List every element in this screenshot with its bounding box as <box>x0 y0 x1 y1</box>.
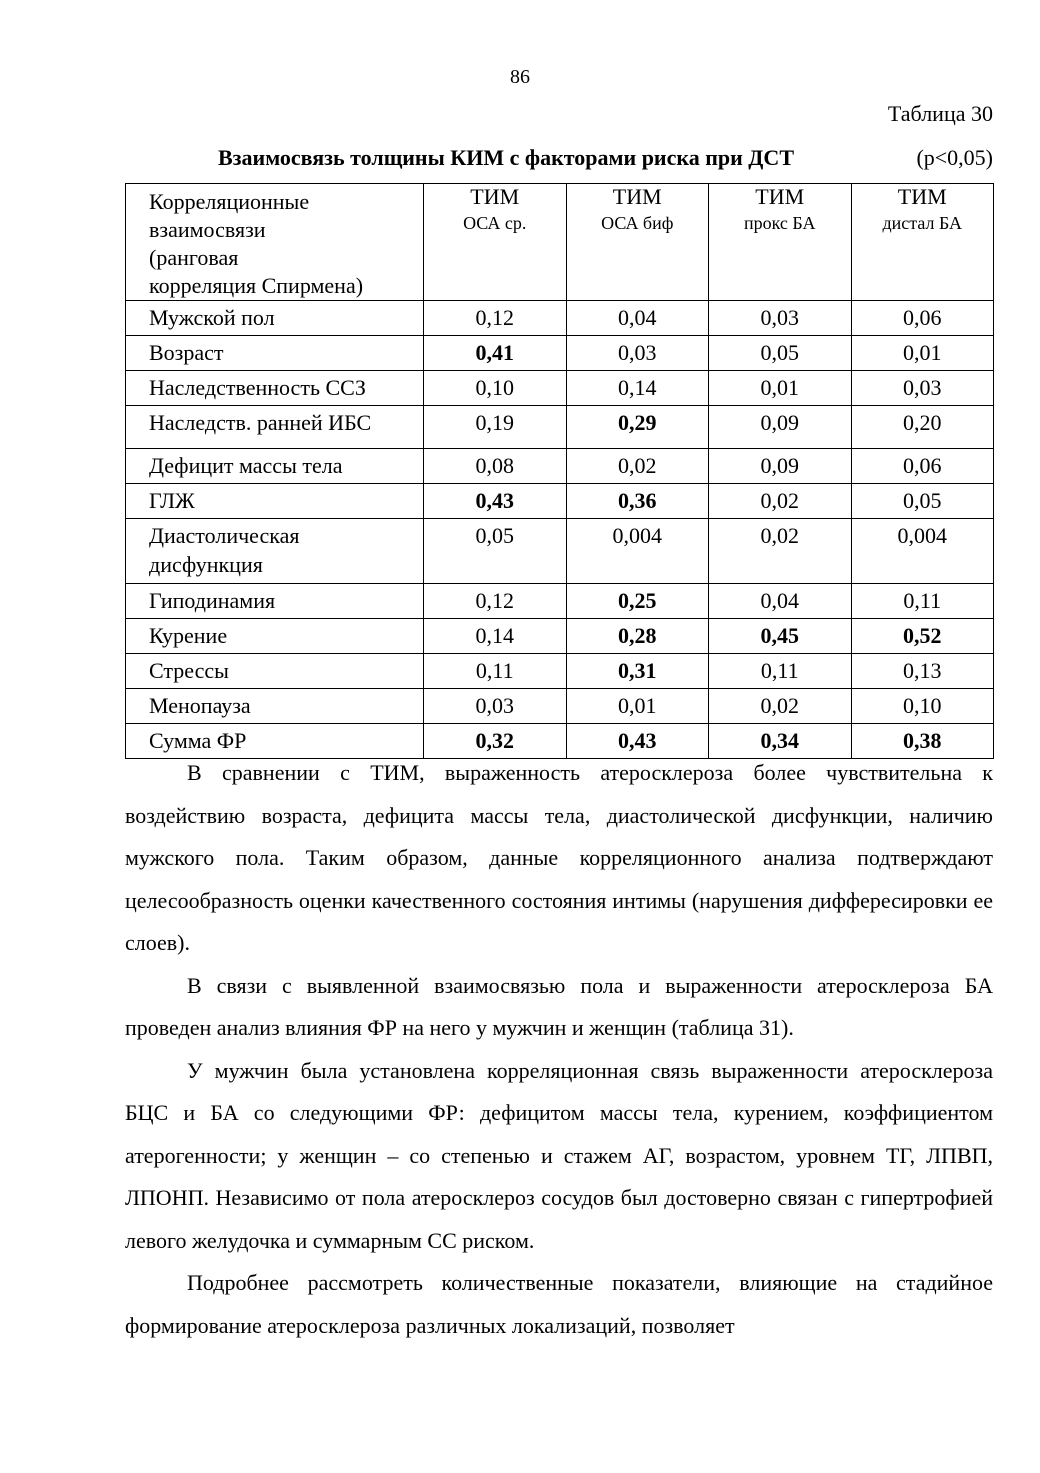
table-cell: 0,12 <box>424 301 567 336</box>
row-label: Возраст <box>126 336 424 371</box>
table-cell: 0,01 <box>566 689 709 724</box>
table-cell: 0,19 <box>424 406 567 449</box>
table-cell: 0,13 <box>851 654 994 689</box>
table-cell: 0,05 <box>709 336 852 371</box>
row-label-line: Диастолическая <box>149 523 300 548</box>
header-label-line <box>149 216 423 272</box>
table-cell: 0,02 <box>566 449 709 484</box>
table-row <box>126 336 994 371</box>
table-cell: 0,28 <box>566 619 709 654</box>
table-cell: 0,004 <box>566 519 709 584</box>
table-cell: 0,02 <box>709 519 852 584</box>
correlation-table <box>125 183 994 759</box>
table-cell: 0,05 <box>424 519 567 584</box>
table-cell: 0,08 <box>424 449 567 484</box>
table-cell: 0,20 <box>851 406 994 449</box>
column-header-top: ТИМ <box>470 184 520 209</box>
table-cell: 0,32 <box>424 724 567 759</box>
table-cell: 0,10 <box>424 371 567 406</box>
table-cell: 0,02 <box>709 689 852 724</box>
row-label: Наследств. ранней ИБС <box>126 406 424 449</box>
table-row <box>126 654 994 689</box>
table-cell: 0,14 <box>566 371 709 406</box>
table-cell: 0,01 <box>851 336 994 371</box>
table-cell: 0,06 <box>851 449 994 484</box>
column-header <box>566 184 709 301</box>
column-header-bottom: ОСА биф <box>601 213 674 233</box>
row-label: Менопауза <box>126 689 424 724</box>
header-label-cell <box>126 184 424 301</box>
header-label-line: Корреляционные <box>149 189 310 214</box>
column-header <box>424 184 567 301</box>
paragraph: У мужчин была установлена корреляционная связь выраженности атеросклероза БЦС и БА со следующими ФР: дефицитом массы тела, курением, коэффициентом атерогенности; у женщин – со степенью и стажем АГ, возрастом, уровнем ТГ, ЛПВП, ЛПОНП. Независимо от пола атеросклероз сосудов был достоверно связан с гипертрофией левого желудочка и суммарным СС риском. <box>125 1057 993 1253</box>
page-number: 86 <box>510 66 530 88</box>
header-label-line: корреляция Спирмена) <box>149 273 364 298</box>
paragraph: В связи с выявленной взаимосвязью пола и выраженности атеросклероза БА проведен анализ влияния ФР на него у мужчин и женщин (таблица 31). <box>125 972 993 1040</box>
column-header <box>851 184 994 301</box>
header-label-word: взаимосвязи <box>149 217 266 242</box>
table-cell: 0,05 <box>851 484 994 519</box>
table-row <box>126 484 994 519</box>
table-cell: 0,14 <box>424 619 567 654</box>
table-cell: 0,12 <box>424 584 567 619</box>
row-label: Стрессы <box>126 654 424 689</box>
table-cell: 0,10 <box>851 689 994 724</box>
table-cell: 0,36 <box>566 484 709 519</box>
table-cell: 0,02 <box>709 484 852 519</box>
row-label: Дефицит массы тела <box>126 449 424 484</box>
column-header-bottom: дистал БА <box>882 213 963 233</box>
table-cell: 0,43 <box>424 484 567 519</box>
table-cell: 0,03 <box>851 371 994 406</box>
table-cell: 0,03 <box>566 336 709 371</box>
table-cell: 0,45 <box>709 619 852 654</box>
column-header-top: ТИМ <box>612 184 662 209</box>
row-label-line: дисфункция <box>149 552 263 577</box>
column-header-bottom: прокс БА <box>743 213 816 233</box>
row-label: Сумма ФР <box>126 724 424 759</box>
table-row <box>126 689 994 724</box>
table-cell: 0,04 <box>566 301 709 336</box>
table-label: Таблица 30 <box>887 101 993 126</box>
table-row <box>126 584 994 619</box>
table-cell: 0,34 <box>709 724 852 759</box>
row-label: Наследственность ССЗ <box>126 371 424 406</box>
table-cell: 0,31 <box>566 654 709 689</box>
table-cell: 0,01 <box>709 371 852 406</box>
table-cell: 0,41 <box>424 336 567 371</box>
row-label: ГЛЖ <box>126 484 424 519</box>
table-cell: 0,03 <box>424 689 567 724</box>
column-header-top: ТИМ <box>897 184 947 209</box>
table-row <box>126 449 994 484</box>
table-cell: 0,09 <box>709 406 852 449</box>
table-cell: 0,25 <box>566 584 709 619</box>
table-cell: 0,11 <box>851 584 994 619</box>
row-label: Гиподинамия <box>126 584 424 619</box>
table-cell: 0,52 <box>851 619 994 654</box>
table-cell: 0,38 <box>851 724 994 759</box>
table-cell: 0,11 <box>709 654 852 689</box>
table-row <box>126 301 994 336</box>
row-label: Курение <box>126 619 424 654</box>
table-row <box>126 619 994 654</box>
column-header-top: ТИМ <box>755 184 805 209</box>
table-cell: 0,43 <box>566 724 709 759</box>
paragraph: В сравнении с ТИМ, выраженность атеросклероза более чувствительна к воздействию возраста, дефицита массы тела, диастолической дисфункции, наличию мужского пола. Таким образом, данные корреляционного анализа подтверждают целесообразность оценки качественного состояния интимы (нарушения диффересировки ее слоев). <box>125 760 993 955</box>
table-header-row <box>126 184 994 301</box>
body-text <box>125 752 993 1347</box>
table-row <box>126 406 994 449</box>
table-significance: (p<0,05) <box>916 145 993 170</box>
paragraph: Подробнее рассмотреть количественные показатели, влияющие на стадийное формирование атеросклероза различных локализаций, позволяет <box>125 1270 993 1338</box>
column-header-bottom: ОСА ср. <box>463 213 527 233</box>
table-cell: 0,06 <box>851 301 994 336</box>
header-label-word: (ранговая <box>149 245 239 270</box>
row-label: Мужской пол <box>126 301 424 336</box>
table-row <box>126 519 994 584</box>
table-cell: 0,09 <box>709 449 852 484</box>
column-header <box>709 184 852 301</box>
table-cell: 0,004 <box>851 519 994 584</box>
row-label <box>126 519 424 584</box>
table-cell: 0,03 <box>709 301 852 336</box>
table-cell: 0,29 <box>566 406 709 449</box>
table-cell: 0,11 <box>424 654 567 689</box>
table-title: Взаимосвязь толщины КИМ с факторами риска при ДСТ <box>218 145 794 170</box>
table-cell: 0,04 <box>709 584 852 619</box>
table-row <box>126 371 994 406</box>
